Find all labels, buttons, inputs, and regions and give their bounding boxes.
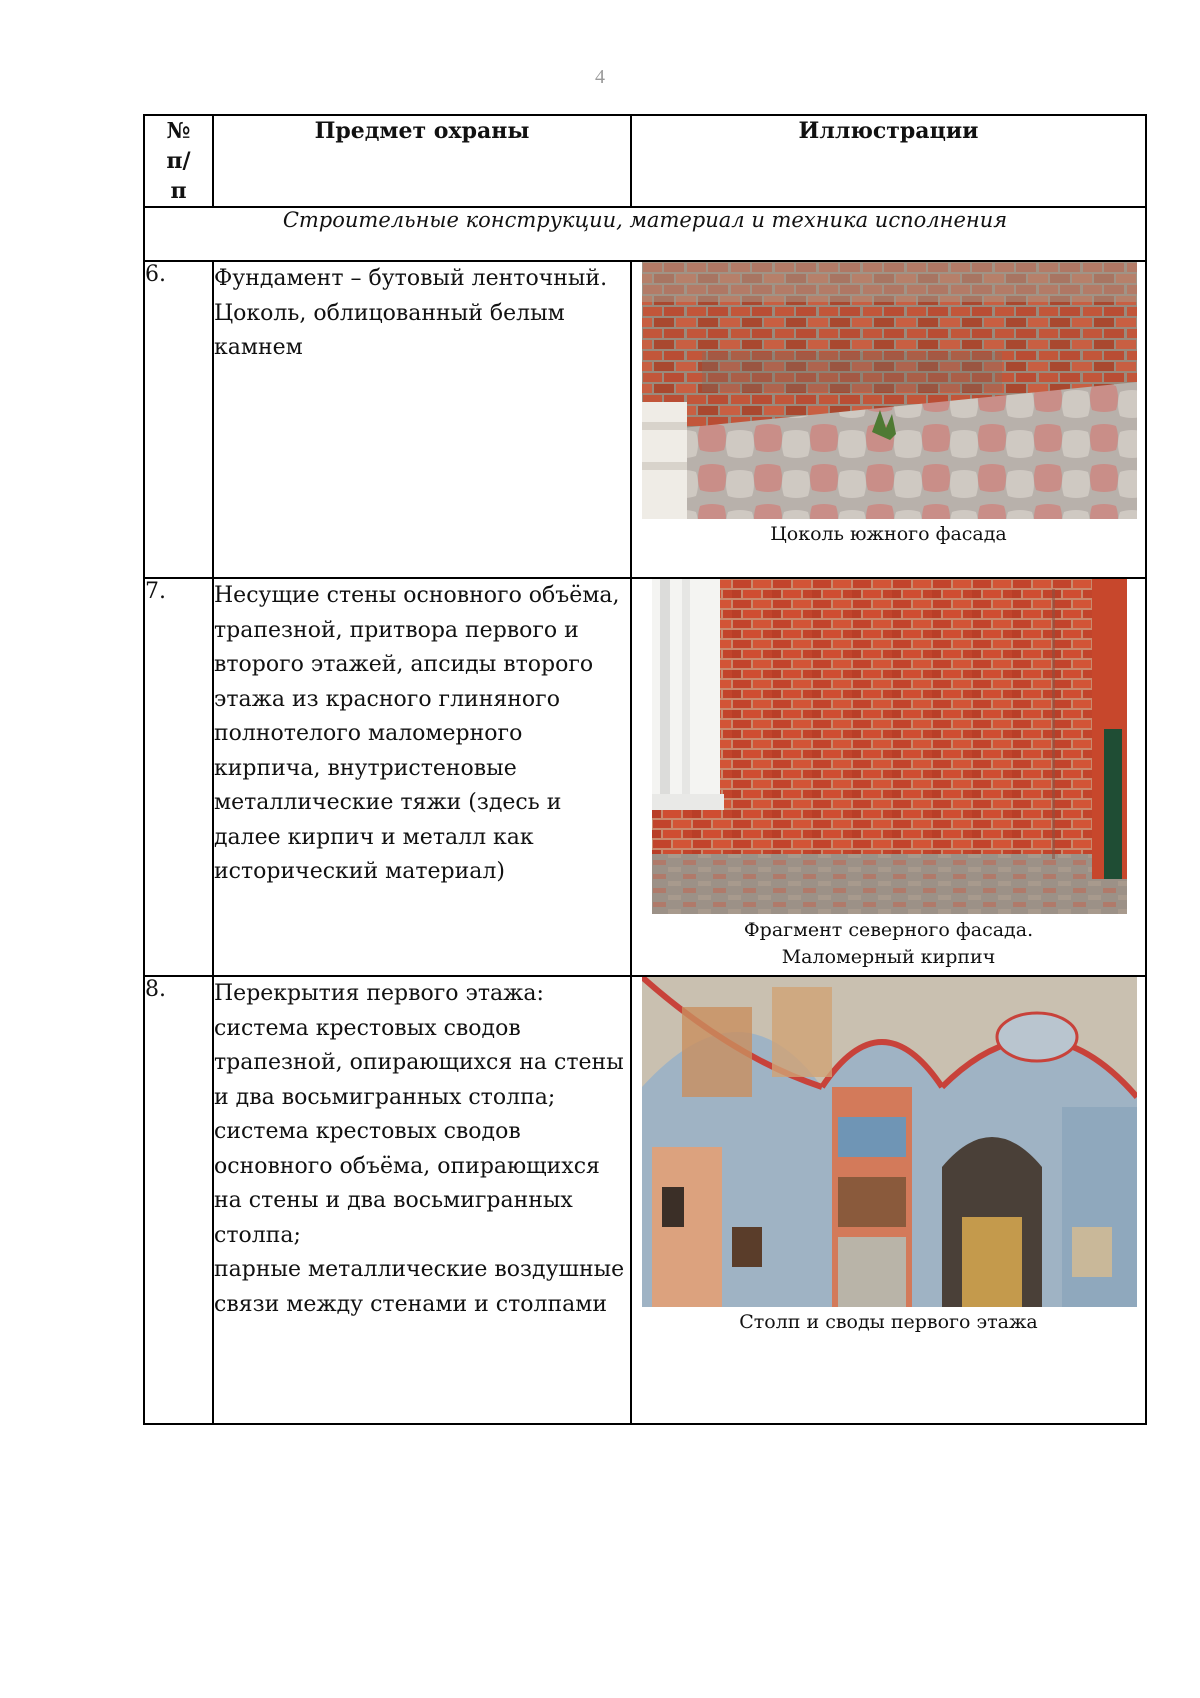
- caption-line: Маломерный кирпич: [781, 946, 996, 968]
- row-number: 6.: [144, 261, 213, 578]
- row-subject-text: Перекрытия первого этажа: система крестовых сводов трапезной, опирающихся на стены и два восьмигранных столпа; система крестовых сводов основного объёма, опирающихся на стены и два восьмигранных столпа; парные металлические воздушные связи между стенами и столпами: [214, 981, 625, 1317]
- header-num-label: № п/п: [166, 118, 191, 204]
- header-illustrations: Иллюстрации: [631, 115, 1146, 207]
- row-illustration: [631, 261, 1146, 578]
- header-subject: Предмет охраны: [213, 115, 631, 207]
- caption-line: Столп и своды первого этажа: [739, 1311, 1038, 1333]
- photo-caption: [632, 917, 1145, 971]
- caption-line: Цоколь южного фасада: [770, 523, 1007, 545]
- caption-line: Фрагмент северного фасада.: [743, 919, 1034, 941]
- photo-caption: [632, 521, 1145, 548]
- table-row: [144, 976, 1146, 1424]
- brick-foundation-photo: [642, 262, 1137, 519]
- church-interior-photo: [642, 977, 1137, 1307]
- row-subject-text: Фундамент – бутовый ленточный. Цоколь, облицованный белым камнем: [214, 266, 608, 360]
- row-subject-text: Несущие стены основного объёма, трапезной, притвора первого и второго этажей, апсиды второго этажа из красного глиняного полнотелого маломерного кирпича, внутристеновые металлические тяжи (здесь и далее кирпич и металл как исторический материал): [214, 583, 620, 884]
- row-subject: [213, 976, 631, 1424]
- page-number: 4: [595, 66, 605, 88]
- protection-table: [143, 114, 1147, 1425]
- brick-wall-photo: [652, 579, 1127, 914]
- photo-caption: [632, 1309, 1145, 1336]
- table-row: [144, 261, 1146, 578]
- section-row: [144, 207, 1146, 261]
- row-illustration: [631, 976, 1146, 1424]
- row-subject: [213, 578, 631, 976]
- row-subject: [213, 261, 631, 578]
- header-num: [144, 115, 213, 207]
- section-title: Строительные конструкции, материал и техника исполнения: [144, 207, 1146, 261]
- header-row: [144, 115, 1146, 207]
- row-number: 7.: [144, 578, 213, 976]
- table-row: [144, 578, 1146, 976]
- row-illustration: [631, 578, 1146, 976]
- row-number: 8.: [144, 976, 213, 1424]
